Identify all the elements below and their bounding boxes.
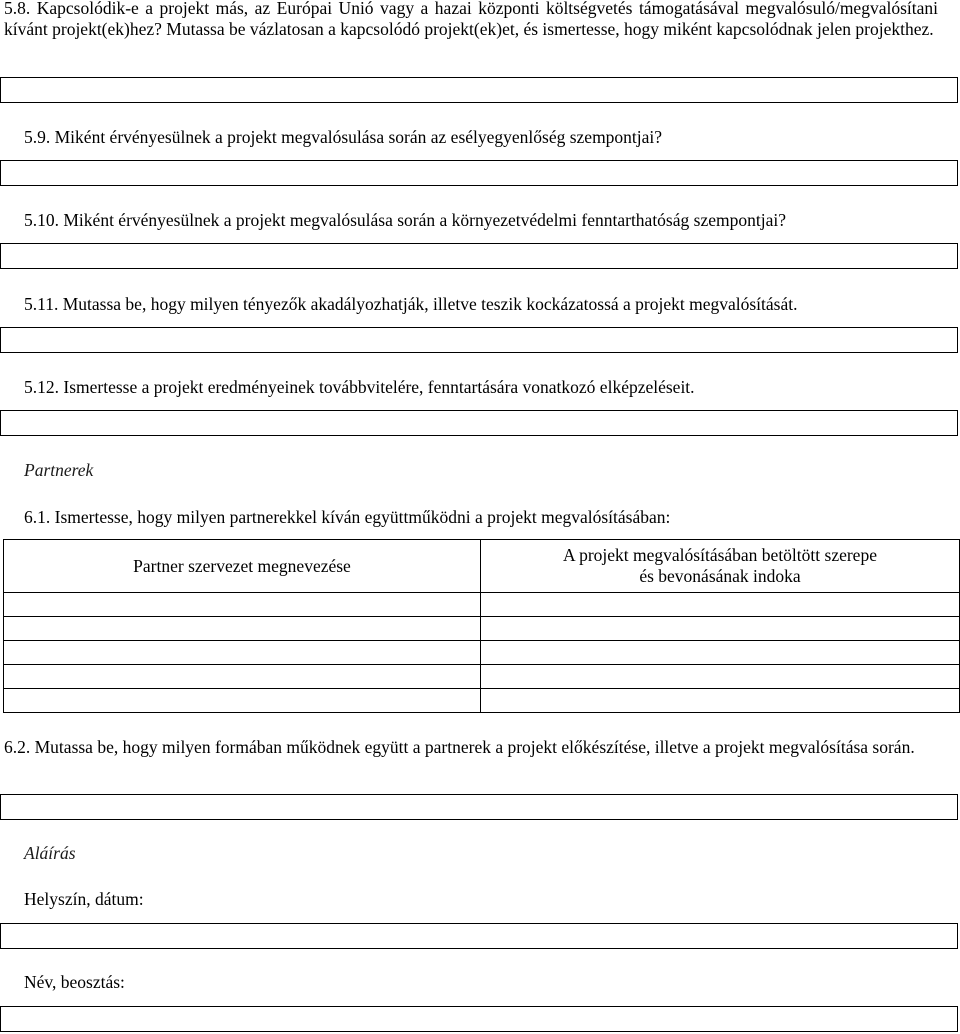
partner-name-cell[interactable] xyxy=(4,689,481,713)
partner-role-cell[interactable] xyxy=(481,689,960,713)
name-position-label: Név, beosztás: xyxy=(24,972,125,992)
partner-role-header xyxy=(481,540,960,593)
table-row xyxy=(4,689,960,713)
answer-field-5-10[interactable] xyxy=(0,243,958,269)
answer-field-5-11[interactable] xyxy=(0,327,958,353)
question-5-8: 5.8. Kapcsolódik-e a projekt más, az Európai Unió vagy a hazai központi költségvetés támogatásával megvalósuló/megvalósítani kívánt projekt(ek)hez? Mutassa be vázlatosan a kapcsolódó projekt(ek)et, és ismertesse, hogy miként kapcsolódnak jelen projekthez. xyxy=(4,0,938,39)
partners-heading: Partnerek xyxy=(24,460,94,480)
partner-name-cell[interactable] xyxy=(4,665,481,689)
question-6-2: 6.2. Mutassa be, hogy milyen formában működnek együtt a partnerek a projekt előkészítése, illetve a projekt megvalósítása során. xyxy=(4,737,915,757)
table-header-row xyxy=(4,540,960,593)
answer-field-5-8[interactable] xyxy=(0,77,958,103)
table-row xyxy=(4,665,960,689)
table-row xyxy=(4,593,960,617)
partner-name-cell[interactable] xyxy=(4,593,481,617)
partner-role-cell[interactable] xyxy=(481,617,960,641)
partner-name-cell[interactable] xyxy=(4,641,481,665)
partner-name-header: Partner szervezet megnevezése xyxy=(4,540,481,593)
question-6-1: 6.1. Ismertesse, hogy milyen partnerekkel kíván együttműködni a projekt megvalósításában: xyxy=(24,507,671,527)
question-5-10: 5.10. Miként érvényesülnek a projekt megvalósulása során a környezetvédelmi fenntarthatóság szempontjai? xyxy=(24,210,786,230)
question-5-12: 5.12. Ismertesse a projekt eredményeinek továbbvitelére, fenntartására vonatkozó elképzeléseit. xyxy=(24,377,695,397)
question-5-9: 5.9. Miként érvényesülnek a projekt megvalósulása során az esélyegyenlőség szempontjai? xyxy=(24,127,663,147)
answer-field-5-12[interactable] xyxy=(0,410,958,436)
answer-field-5-9[interactable] xyxy=(0,160,958,186)
table-row xyxy=(4,641,960,665)
partner-role-header-line1: A projekt megvalósításában betöltött szerepe xyxy=(563,545,877,565)
partner-role-header-line2: és bevonásának indoka xyxy=(639,566,801,586)
partner-name-cell[interactable] xyxy=(4,617,481,641)
signature-heading: Aláírás xyxy=(24,843,76,863)
place-date-field[interactable] xyxy=(0,923,958,949)
table-row xyxy=(4,617,960,641)
question-5-11: 5.11. Mutassa be, hogy milyen tényezők akadályozhatják, illetve teszik kockázatossá a projekt megvalósítását. xyxy=(24,294,798,314)
partner-role-cell[interactable] xyxy=(481,665,960,689)
place-date-label: Helyszín, dátum: xyxy=(24,889,144,909)
name-position-field[interactable] xyxy=(0,1006,958,1032)
partner-role-cell[interactable] xyxy=(481,641,960,665)
partner-role-cell[interactable] xyxy=(481,593,960,617)
partners-table xyxy=(3,539,960,713)
answer-field-6-2[interactable] xyxy=(0,794,958,820)
